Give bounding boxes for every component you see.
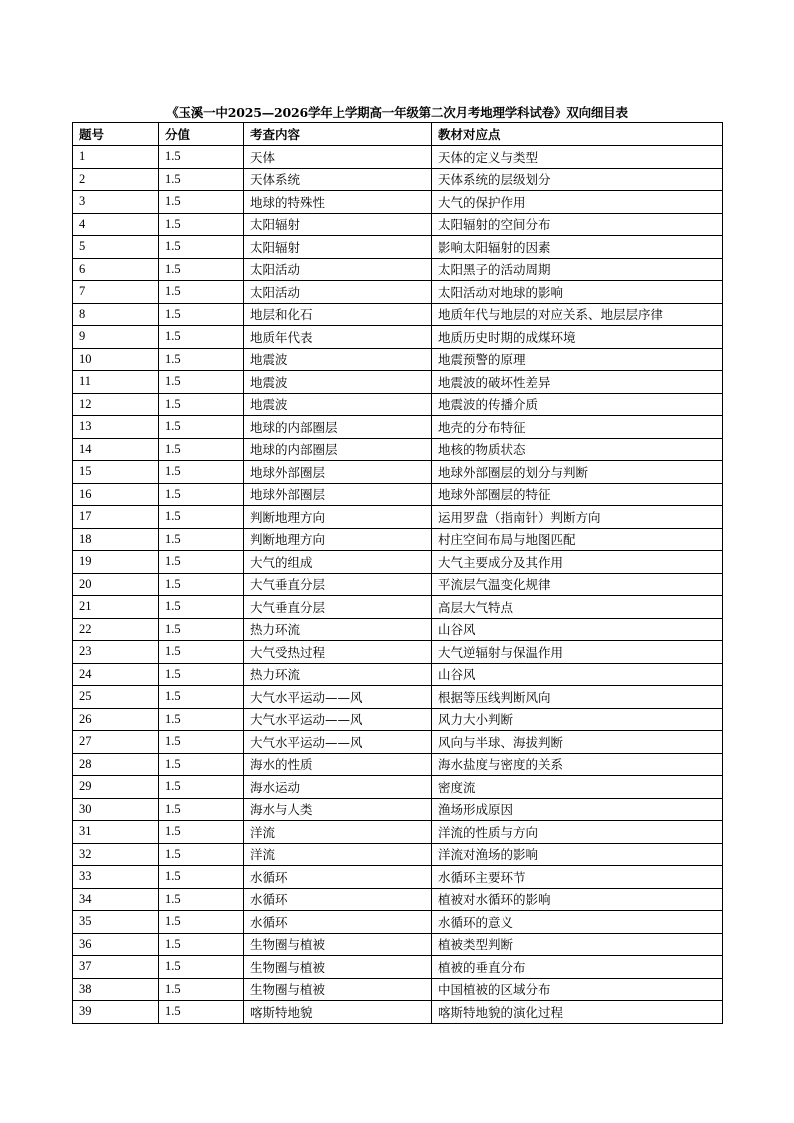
table-row [73, 843, 723, 866]
content-cell: 生物圈与植被 [244, 978, 432, 1001]
score-cell: 1.5 [159, 461, 244, 484]
score-cell: 1.5 [159, 258, 244, 281]
score-cell: 1.5 [159, 303, 244, 326]
score-cell: 1.5 [159, 753, 244, 776]
question-number-cell: 27 [73, 731, 159, 754]
question-number-cell: 13 [73, 416, 159, 439]
question-number-cell: 35 [73, 911, 159, 934]
score-cell: 1.5 [159, 798, 244, 821]
score-cell: 1.5 [159, 933, 244, 956]
textbook-point-cell: 风力大小判断 [432, 708, 723, 731]
content-cell: 生物圈与植被 [244, 956, 432, 979]
textbook-point-cell: 植被的垂直分布 [432, 956, 723, 979]
content-cell: 太阳辐射 [244, 213, 432, 236]
document-title: 《玉溪一中2025—2026学年上学期高一年级第二次月考地理学科试卷》双向细目表 [166, 105, 628, 120]
question-number-cell: 17 [73, 506, 159, 529]
content-cell: 地球的内部圈层 [244, 438, 432, 461]
table-row [73, 506, 723, 529]
question-number-cell: 15 [73, 461, 159, 484]
textbook-point-cell: 地震波的传播介质 [432, 393, 723, 416]
table-row [73, 596, 723, 619]
header-textbook-point: 教材对应点 [432, 123, 723, 146]
question-number-cell: 36 [73, 933, 159, 956]
textbook-point-cell: 地球外部圈层的划分与判断 [432, 461, 723, 484]
specification-table [72, 122, 723, 1024]
score-cell: 1.5 [159, 618, 244, 641]
score-cell: 1.5 [159, 911, 244, 934]
score-cell: 1.5 [159, 506, 244, 529]
table-row [73, 933, 723, 956]
textbook-point-cell: 影响太阳辐射的因素 [432, 236, 723, 259]
content-cell: 生物圈与植被 [244, 933, 432, 956]
score-cell: 1.5 [159, 393, 244, 416]
score-cell: 1.5 [159, 528, 244, 551]
question-number-cell: 29 [73, 776, 159, 799]
textbook-point-cell: 中国植被的区域分布 [432, 978, 723, 1001]
score-cell: 1.5 [159, 776, 244, 799]
table-row [73, 461, 723, 484]
textbook-point-cell: 风向与半球、海拔判断 [432, 731, 723, 754]
content-cell: 海水的性质 [244, 753, 432, 776]
table-row [73, 236, 723, 259]
textbook-point-cell: 地质年代与地层的对应关系、地层层序律 [432, 303, 723, 326]
content-cell: 热力环流 [244, 618, 432, 641]
textbook-point-cell: 天体系统的层级划分 [432, 168, 723, 191]
header-content: 考查内容 [244, 123, 432, 146]
content-cell: 大气垂直分层 [244, 573, 432, 596]
question-number-cell: 23 [73, 641, 159, 664]
table-row [73, 1001, 723, 1024]
textbook-point-cell: 地质历史时期的成煤环境 [432, 326, 723, 349]
content-cell: 大气水平运动——风 [244, 708, 432, 731]
question-number-cell: 11 [73, 371, 159, 394]
table-row [73, 618, 723, 641]
score-cell: 1.5 [159, 438, 244, 461]
question-number-cell: 14 [73, 438, 159, 461]
question-number-cell: 12 [73, 393, 159, 416]
content-cell: 喀斯特地貌 [244, 1001, 432, 1024]
question-number-cell: 3 [73, 191, 159, 214]
textbook-point-cell: 地震波的破坏性差异 [432, 371, 723, 394]
content-cell: 太阳活动 [244, 258, 432, 281]
table-row [73, 146, 723, 169]
content-cell: 大气水平运动——风 [244, 686, 432, 709]
table-row [73, 978, 723, 1001]
textbook-point-cell: 地核的物质状态 [432, 438, 723, 461]
content-cell: 海水与人类 [244, 798, 432, 821]
question-number-cell: 22 [73, 618, 159, 641]
content-cell: 地球的内部圈层 [244, 416, 432, 439]
table-row [73, 191, 723, 214]
textbook-point-cell: 太阳活动对地球的影响 [432, 281, 723, 304]
textbook-point-cell: 平流层气温变化规律 [432, 573, 723, 596]
question-number-cell: 30 [73, 798, 159, 821]
textbook-point-cell: 高层大气特点 [432, 596, 723, 619]
score-cell: 1.5 [159, 708, 244, 731]
question-number-cell: 5 [73, 236, 159, 259]
score-cell: 1.5 [159, 168, 244, 191]
question-number-cell: 7 [73, 281, 159, 304]
table-row [73, 483, 723, 506]
table-row [73, 911, 723, 934]
content-cell: 太阳辐射 [244, 236, 432, 259]
question-number-cell: 6 [73, 258, 159, 281]
question-number-cell: 32 [73, 843, 159, 866]
table-row [73, 281, 723, 304]
content-cell: 热力环流 [244, 663, 432, 686]
textbook-point-cell: 村庄空间布局与地图匹配 [432, 528, 723, 551]
table-row [73, 776, 723, 799]
content-cell: 天体系统 [244, 168, 432, 191]
textbook-point-cell: 大气主要成分及其作用 [432, 551, 723, 574]
score-cell: 1.5 [159, 483, 244, 506]
score-cell: 1.5 [159, 236, 244, 259]
score-cell: 1.5 [159, 956, 244, 979]
header-question-number: 题号 [73, 123, 159, 146]
table-body [73, 146, 723, 1024]
table-row [73, 956, 723, 979]
content-cell: 地震波 [244, 393, 432, 416]
table-row [73, 213, 723, 236]
question-number-cell: 28 [73, 753, 159, 776]
score-cell: 1.5 [159, 348, 244, 371]
table-row [73, 821, 723, 844]
score-cell: 1.5 [159, 213, 244, 236]
textbook-point-cell: 洋流对渔场的影响 [432, 843, 723, 866]
table-row [73, 708, 723, 731]
content-cell: 大气水平运动——风 [244, 731, 432, 754]
content-cell: 地球的特殊性 [244, 191, 432, 214]
textbook-point-cell: 大气的保护作用 [432, 191, 723, 214]
table-row [73, 866, 723, 889]
table-row [73, 303, 723, 326]
score-cell: 1.5 [159, 663, 244, 686]
table-row [73, 731, 723, 754]
table-row [73, 168, 723, 191]
textbook-point-cell: 天体的定义与类型 [432, 146, 723, 169]
textbook-point-cell: 水循环主要环节 [432, 866, 723, 889]
table-row [73, 686, 723, 709]
question-number-cell: 24 [73, 663, 159, 686]
textbook-point-cell: 山谷风 [432, 663, 723, 686]
score-cell: 1.5 [159, 146, 244, 169]
table-row [73, 663, 723, 686]
score-cell: 1.5 [159, 281, 244, 304]
table-row [73, 641, 723, 664]
question-number-cell: 34 [73, 888, 159, 911]
question-number-cell: 4 [73, 213, 159, 236]
question-number-cell: 9 [73, 326, 159, 349]
textbook-point-cell: 地震预警的原理 [432, 348, 723, 371]
table-row [73, 258, 723, 281]
question-number-cell: 33 [73, 866, 159, 889]
table-row [73, 798, 723, 821]
score-cell: 1.5 [159, 978, 244, 1001]
textbook-point-cell: 洋流的性质与方向 [432, 821, 723, 844]
content-cell: 水循环 [244, 911, 432, 934]
table-header-row [73, 123, 723, 146]
table-row [73, 551, 723, 574]
table-row [73, 573, 723, 596]
content-cell: 地震波 [244, 348, 432, 371]
table-row [73, 326, 723, 349]
textbook-point-cell: 太阳黑子的活动周期 [432, 258, 723, 281]
score-cell: 1.5 [159, 573, 244, 596]
score-cell: 1.5 [159, 191, 244, 214]
textbook-point-cell: 植被对水循环的影响 [432, 888, 723, 911]
content-cell: 天体 [244, 146, 432, 169]
score-cell: 1.5 [159, 326, 244, 349]
textbook-point-cell: 大气逆辐射与保温作用 [432, 641, 723, 664]
question-number-cell: 1 [73, 146, 159, 169]
table-row [73, 888, 723, 911]
question-number-cell: 21 [73, 596, 159, 619]
score-cell: 1.5 [159, 686, 244, 709]
table-row [73, 438, 723, 461]
content-cell: 大气垂直分层 [244, 596, 432, 619]
content-cell: 海水运动 [244, 776, 432, 799]
content-cell: 大气的组成 [244, 551, 432, 574]
question-number-cell: 26 [73, 708, 159, 731]
question-number-cell: 38 [73, 978, 159, 1001]
textbook-point-cell: 根据等压线判断风向 [432, 686, 723, 709]
score-cell: 1.5 [159, 866, 244, 889]
question-number-cell: 19 [73, 551, 159, 574]
content-cell: 地球外部圈层 [244, 483, 432, 506]
score-cell: 1.5 [159, 843, 244, 866]
textbook-point-cell: 植被类型判断 [432, 933, 723, 956]
score-cell: 1.5 [159, 551, 244, 574]
textbook-point-cell: 运用罗盘（指南针）判断方向 [432, 506, 723, 529]
score-cell: 1.5 [159, 596, 244, 619]
score-cell: 1.5 [159, 1001, 244, 1024]
textbook-point-cell: 海水盐度与密度的关系 [432, 753, 723, 776]
question-number-cell: 20 [73, 573, 159, 596]
question-number-cell: 16 [73, 483, 159, 506]
question-number-cell: 10 [73, 348, 159, 371]
textbook-point-cell: 水循环的意义 [432, 911, 723, 934]
textbook-point-cell: 山谷风 [432, 618, 723, 641]
question-number-cell: 8 [73, 303, 159, 326]
textbook-point-cell: 地球外部圈层的特征 [432, 483, 723, 506]
content-cell: 水循环 [244, 888, 432, 911]
table-row [73, 371, 723, 394]
question-number-cell: 37 [73, 956, 159, 979]
table-row [73, 393, 723, 416]
score-cell: 1.5 [159, 731, 244, 754]
score-cell: 1.5 [159, 416, 244, 439]
question-number-cell: 2 [73, 168, 159, 191]
score-cell: 1.5 [159, 888, 244, 911]
question-number-cell: 39 [73, 1001, 159, 1024]
textbook-point-cell: 渔场形成原因 [432, 798, 723, 821]
content-cell: 地球外部圈层 [244, 461, 432, 484]
content-cell: 太阳活动 [244, 281, 432, 304]
table-row [73, 753, 723, 776]
question-number-cell: 31 [73, 821, 159, 844]
content-cell: 洋流 [244, 843, 432, 866]
table-row [73, 528, 723, 551]
content-cell: 判断地理方向 [244, 528, 432, 551]
header-score: 分值 [159, 123, 244, 146]
content-cell: 水循环 [244, 866, 432, 889]
table-row [73, 348, 723, 371]
question-number-cell: 18 [73, 528, 159, 551]
content-cell: 洋流 [244, 821, 432, 844]
question-number-cell: 25 [73, 686, 159, 709]
content-cell: 判断地理方向 [244, 506, 432, 529]
table-row [73, 416, 723, 439]
content-cell: 地层和化石 [244, 303, 432, 326]
score-cell: 1.5 [159, 821, 244, 844]
content-cell: 地震波 [244, 371, 432, 394]
content-cell: 大气受热过程 [244, 641, 432, 664]
score-cell: 1.5 [159, 641, 244, 664]
textbook-point-cell: 地壳的分布特征 [432, 416, 723, 439]
textbook-point-cell: 密度流 [432, 776, 723, 799]
textbook-point-cell: 喀斯特地貌的演化过程 [432, 1001, 723, 1024]
score-cell: 1.5 [159, 371, 244, 394]
textbook-point-cell: 太阳辐射的空间分布 [432, 213, 723, 236]
content-cell: 地质年代表 [244, 326, 432, 349]
